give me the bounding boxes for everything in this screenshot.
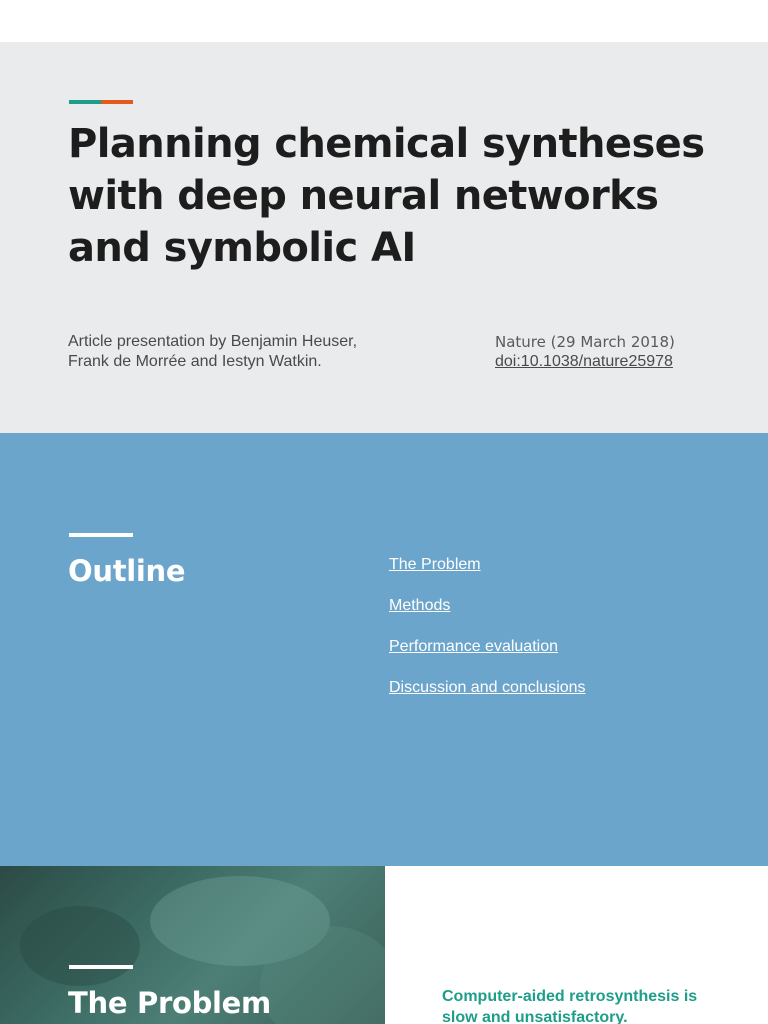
authors-line-1: Article presentation by Benjamin Heuser, [68, 333, 358, 350]
outline-item [389, 678, 586, 719]
problem-slide [0, 866, 768, 1024]
doi-link[interactable]: doi:10.1038/nature25978 [495, 353, 673, 370]
journal-reference: Nature (29 March 2018) [495, 333, 675, 351]
accent-bar-teal [69, 100, 101, 104]
outline-list [389, 555, 586, 719]
citation [495, 332, 735, 372]
top-strip [0, 0, 768, 42]
problem-lead-text: Computer-aided retrosynthesis is slow and unsatisfactory. [442, 988, 698, 1024]
problem-text-panel [385, 866, 768, 1024]
outline-item [389, 555, 586, 596]
page-title: Planning chemical syntheses with deep neural networks and symbolic AI [68, 121, 705, 271]
outline-link-the-problem[interactable]: The Problem [389, 556, 481, 573]
title-slide [0, 42, 768, 433]
problem-heading: The Problem [68, 986, 271, 1020]
outline-item [389, 596, 586, 637]
accent-bar-orange [101, 100, 133, 104]
outline-slide [0, 433, 768, 866]
outline-heading: Outline [68, 554, 186, 588]
outline-link-performance-evaluation[interactable]: Performance evaluation [389, 638, 558, 655]
accent-bar [69, 100, 133, 104]
image-blur-shape [20, 906, 140, 986]
outline-link-discussion-and-conclusions[interactable]: Discussion and conclusions [389, 679, 586, 696]
outline-rule [69, 533, 133, 537]
authors-line-2: Frank de Morrée and Iestyn Watkin. [68, 353, 322, 370]
outline-link-methods[interactable]: Methods [389, 597, 451, 614]
authors [68, 332, 398, 372]
outline-item [389, 637, 586, 678]
problem-rule [69, 965, 133, 969]
problem-background-image [0, 866, 385, 1024]
